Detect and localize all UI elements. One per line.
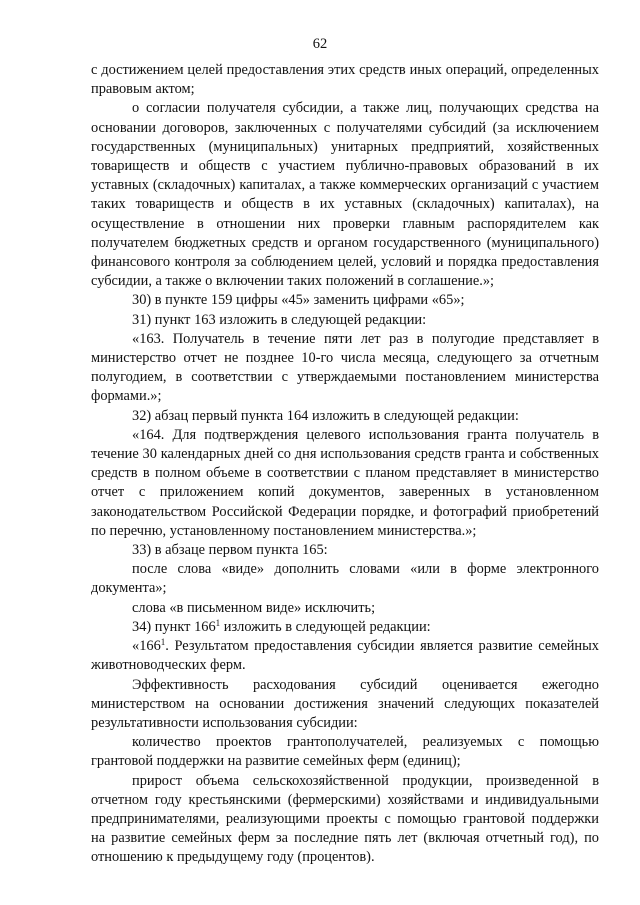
amendment-34-text-end: изложить в следующей редакции:	[220, 618, 431, 635]
clause-166-1-text	[91, 637, 599, 675]
amendment-item-31: 31) пункт 163 изложить в следующей редакции:	[132, 311, 427, 328]
paragraph-efficiency: Эффективность расходования субсидий оценивается ежегодно министерством на основании достижения значений следующих показателей результативности использования субсидии:	[91, 676, 599, 731]
indicator-production-growth: прирост объема сельскохозяйственной продукции, произведенной в отчетном году крестьянскими (фермерскими) хозяйствами и индивидуальными предпринимателями, реализующими проекты с помощью грантовой поддержки на развитие семейных ферм за последние пять лет (включая отчетный год), по отношению к предыдущему году (процентов).	[91, 772, 599, 866]
paragraph-consent-clause: о согласии получателя субсидии, а также лиц, получающих средства на основании договоров, заключенных с получателями субсидий (за исключением государственных (муниципальных) унитарных предприятий, хозяйственных товариществ и обществ с участием публично-правовых образований в их уставных (складочных) капиталах, а также коммерческих организаций с участием таких товариществ и обществ в их уставных (складочных) капиталах), на осуществление в отношении них проверки главным распорядителем как получателем бюджетных средств и органом государственного (муниципального) финансового контроля за соблюдением целей, условий и порядка предоставления субсидии, а также о включении таких положений в соглашение.»;	[91, 100, 599, 290]
clause-166-1-number: «166	[132, 638, 161, 655]
amendment-33-deletion: слова «в письменном виде» исключить;	[132, 599, 376, 616]
clause-166-1-body: . Результатом предоставления субсидии является развитие семейных животноводческих ферм.	[91, 638, 599, 674]
amendment-item-32: 32) абзац первый пункта 164 изложить в следующей редакции:	[132, 407, 519, 424]
amendment-33-addition: после слова «виде» дополнить словами «или в форме электронного документа»;	[91, 561, 599, 597]
amendment-item-33: 33) в абзаце первом пункта 165:	[132, 542, 328, 559]
amendment-34-text-start: 34) пункт 166	[132, 618, 216, 635]
document-body	[91, 61, 599, 868]
page-number: 62	[312, 36, 328, 52]
paragraph-continuation: с достижением целей предоставления этих средств иных операций, определенных правовым актом;	[91, 62, 599, 98]
clause-164-text: «164. Для подтверждения целевого использования гранта получатель в течение 30 календарных дней со дня использования средств гранта и собственных средств в полном объеме в соответствии с планом представляет в министерство отчет с приложением копий документов, заверенных в установленном законодательством Российской Федерации порядке, и фотографий приобретений по перечню, установленному постановлением министерства.»;	[91, 426, 599, 539]
amendment-item-34	[91, 618, 599, 637]
amendment-item-30: 30) в пункте 159 цифры «45» заменить цифрами «65»;	[132, 292, 465, 309]
superscript-index: 1	[160, 637, 166, 648]
superscript-index: 1	[215, 617, 221, 628]
indicator-project-count: количество проектов грантополучателей, реализуемых с помощью грантовой поддержки на развитие семейных ферм (единиц);	[91, 734, 599, 770]
clause-163-text: «163. Получатель в течение пяти лет раз в полугодие представляет в министерство отчет не позднее 10-го числа месяца, следующего за отчетным полугодием, в соответствии с утверждаемыми постановлением министерства формами.»;	[91, 330, 599, 405]
